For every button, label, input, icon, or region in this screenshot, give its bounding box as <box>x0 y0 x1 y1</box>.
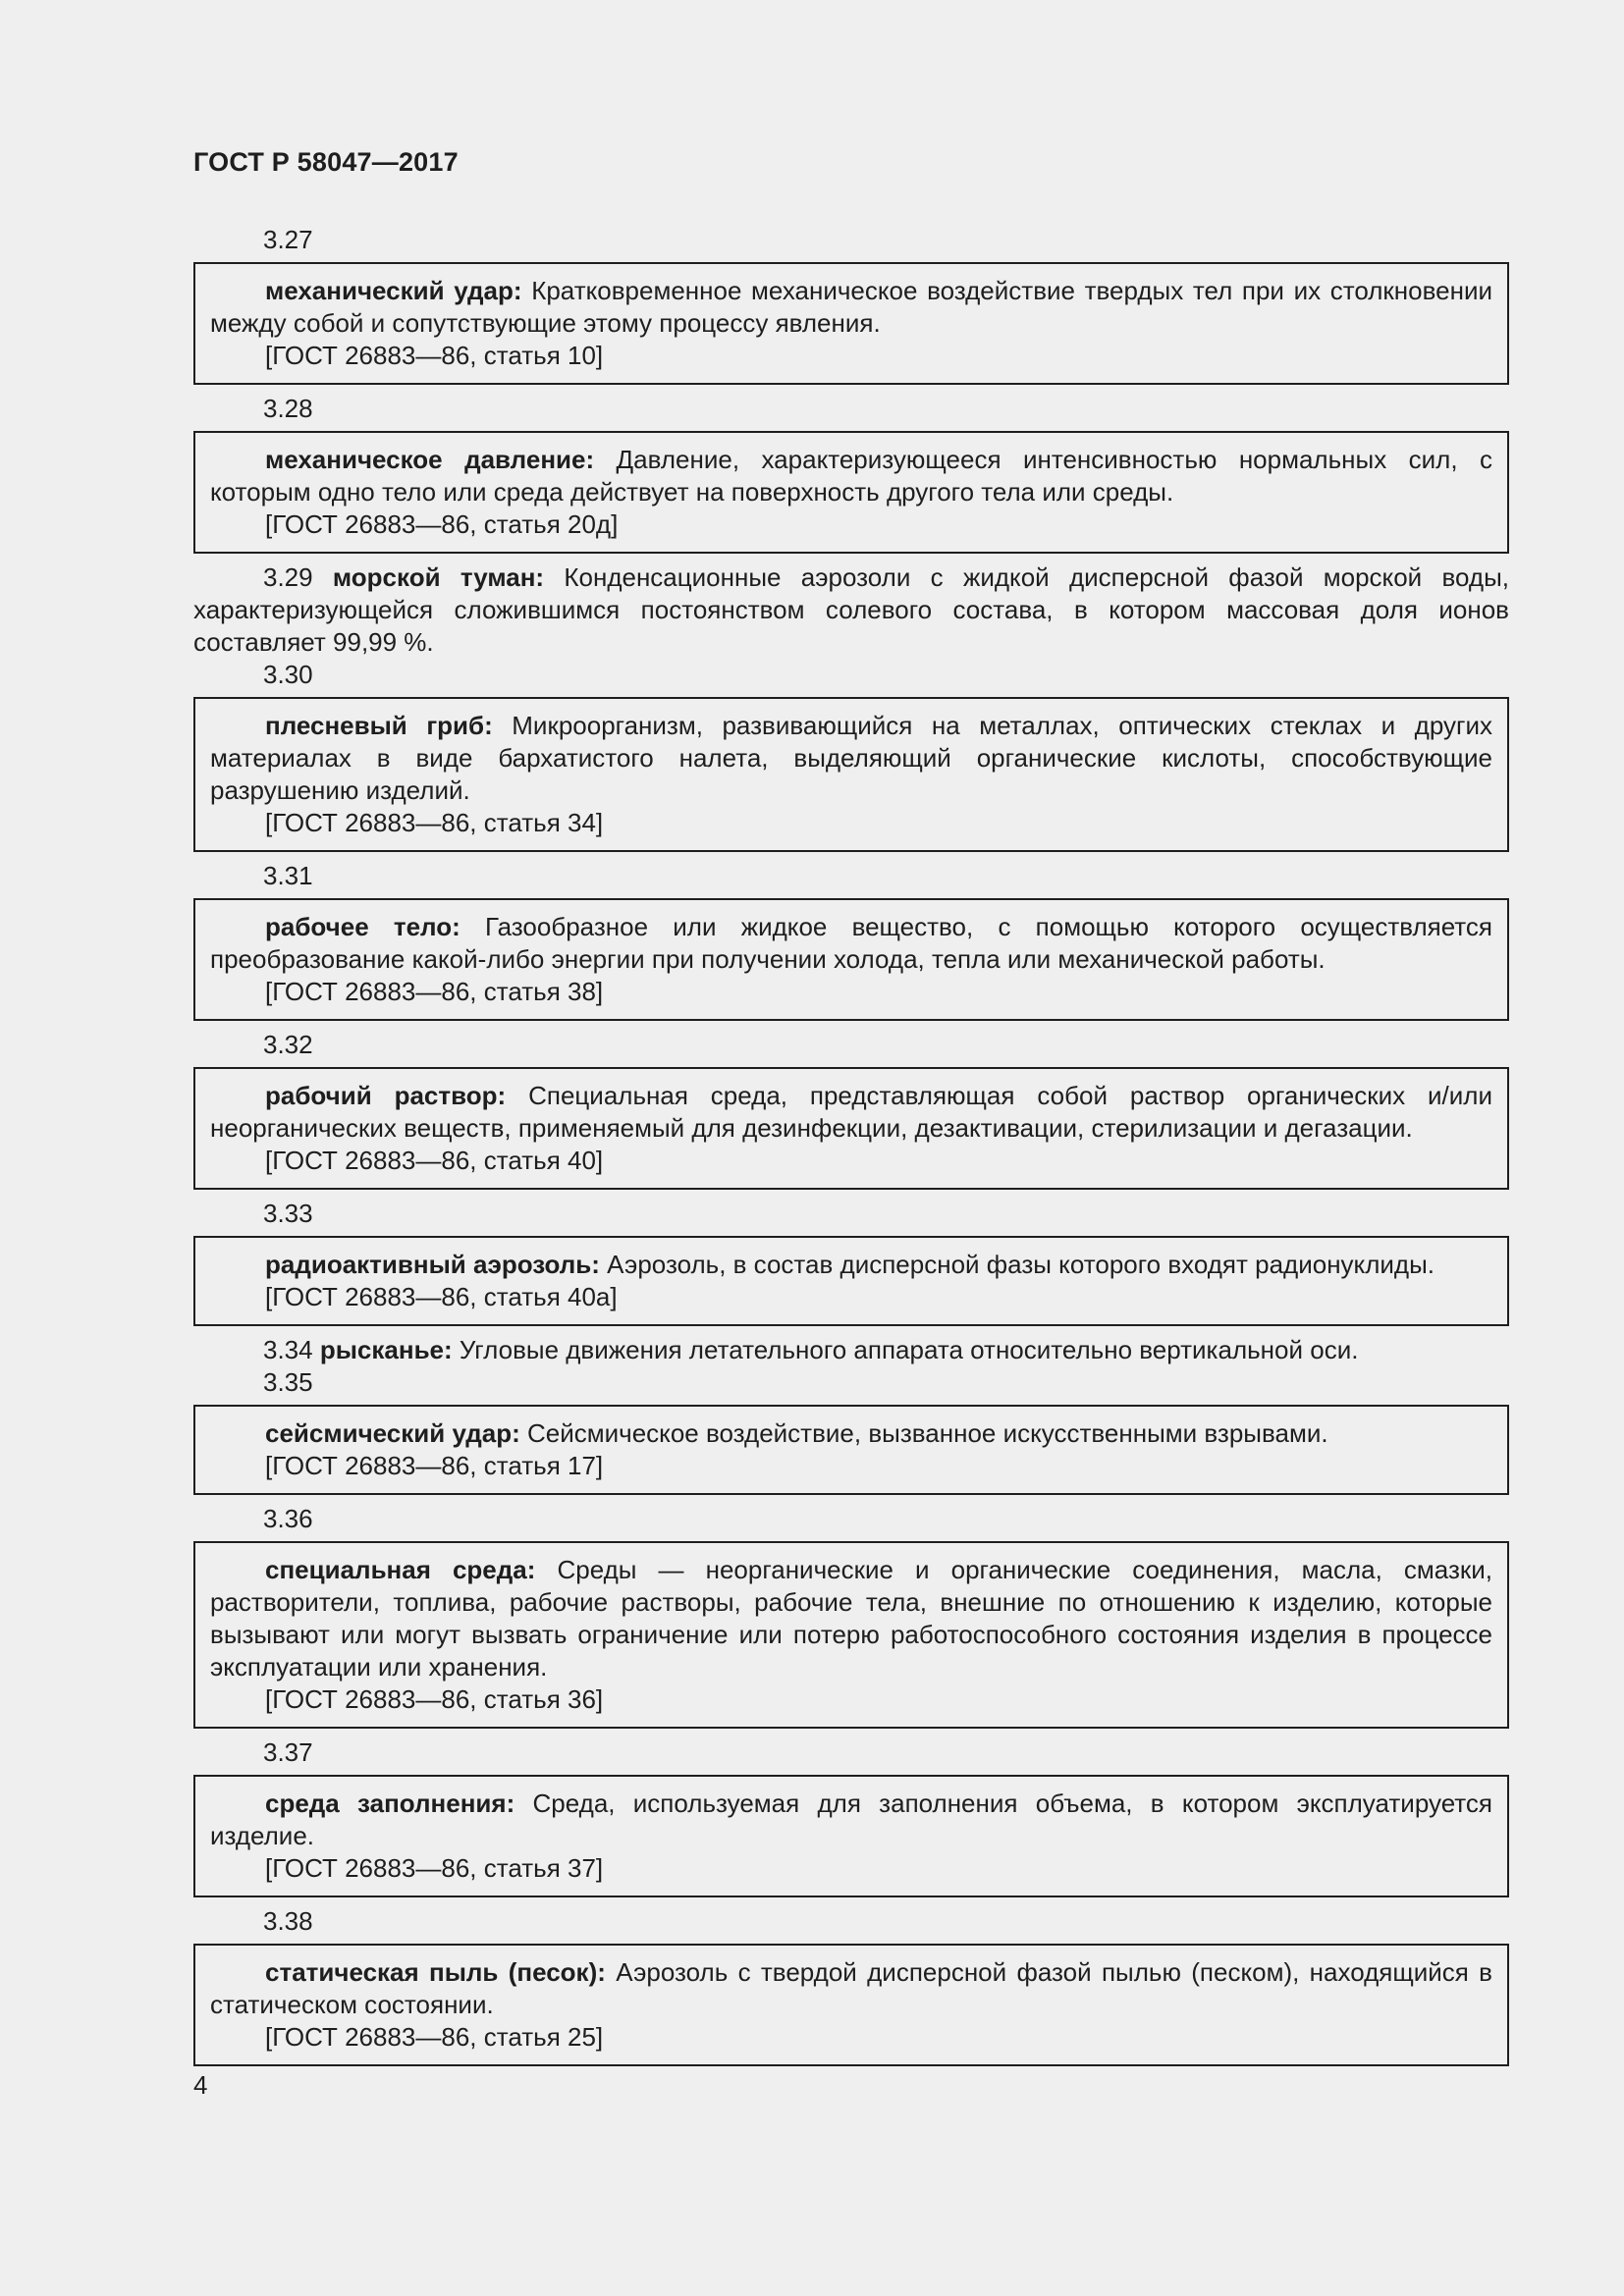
entry-number: 3.33 <box>263 1199 313 1228</box>
entry-number: 3.30 <box>263 660 313 689</box>
term-definition <box>210 1956 1492 2021</box>
term-definition <box>210 1417 1492 1450</box>
term-text: Кратковременное механическое воздействие твердых тел при их столкновении между собой и сопутствующие этому процессу явления. <box>210 276 1492 338</box>
term-definition <box>210 1554 1492 1683</box>
document-header: ГОСТ Р 58047—2017 <box>193 147 459 177</box>
term-name: радиоактивный аэрозоль: <box>265 1250 600 1279</box>
term-definition <box>210 1080 1492 1145</box>
entry-number: 3.34 <box>263 1335 313 1364</box>
entry-number: 3.27 <box>263 225 313 254</box>
term-reference: [ГОСТ 26883—86, статья 34] <box>265 808 604 837</box>
term-definition <box>210 911 1492 976</box>
term-reference: [ГОСТ 26883—86, статья 36] <box>265 1684 604 1714</box>
term-box <box>193 431 1509 554</box>
entry-number: 3.29 <box>263 562 313 592</box>
term-definition-inline <box>193 561 1509 659</box>
entry-number: 3.31 <box>263 861 313 890</box>
term-name: морской туман: <box>332 562 545 592</box>
term-definition <box>210 1249 1492 1281</box>
term-reference: [ГОСТ 26883—86, статья 17] <box>265 1451 604 1480</box>
term-name: рабочий раствор: <box>265 1081 507 1110</box>
term-reference: [ГОСТ 26883—86, статья 40] <box>265 1146 604 1175</box>
entry-number: 3.28 <box>263 394 313 423</box>
term-reference: [ГОСТ 26883—86, статья 25] <box>265 2022 604 2052</box>
term-box <box>193 898 1509 1021</box>
entry-number: 3.36 <box>263 1504 313 1533</box>
term-text: Сейсмическое воздействие, вызванное искусственными взрывами. <box>519 1418 1328 1448</box>
term-name: рабочее тело: <box>265 912 460 941</box>
term-text: Угловые движения летательного аппарата относительно вертикальной оси. <box>452 1335 1359 1364</box>
term-box <box>193 697 1509 852</box>
entry-number: 3.35 <box>263 1367 313 1397</box>
term-box <box>193 1541 1509 1729</box>
term-text: Аэрозоль с твердой дисперсной фазой пылью (песком), находящийся в статическом состоянии. <box>210 1957 1492 2019</box>
term-name: механическое давление: <box>265 445 595 474</box>
term-reference: [ГОСТ 26883—86, статья 38] <box>265 977 604 1006</box>
term-name: механический удар: <box>265 276 522 305</box>
term-text: Микроорганизм, развивающийся на металлах, оптических стеклах и других материалах в виде бархатистого налета, выделяющий органические кислоты, способствующие разрушению изделий. <box>210 711 1492 805</box>
term-text: Давление, характеризующееся интенсивностью нормальных сил, с которым одно тело или среда действует на поверхность другого тела или среды. <box>210 445 1492 507</box>
term-box <box>193 1067 1509 1190</box>
entry-number: 3.37 <box>263 1737 313 1767</box>
term-definition <box>210 1788 1492 1852</box>
term-name: рысканье: <box>319 1335 453 1364</box>
term-box <box>193 1944 1509 2066</box>
term-reference: [ГОСТ 26883—86, статья 37] <box>265 1853 604 1883</box>
term-text: Среда, используемая для заполнения объема, в котором эксплуатируется изделие. <box>210 1789 1492 1850</box>
term-text: Среды — неорганические и органические соединения, масла, смазки, растворители, топлива, рабочие растворы, рабочие тела, внешние по отношению к изделию, которые вызывают или могут вызвать ограничение или потерю работоспособного состояния изделия в процессе эксплуатации или хранения. <box>210 1555 1492 1682</box>
term-name: статическая пыль (песок): <box>265 1957 606 1987</box>
term-definition-inline <box>193 1334 1509 1366</box>
term-name: сейсмический удар: <box>265 1418 520 1448</box>
term-text: Газообразное или жидкое вещество, с помощью которого осуществляется преобразование какой-либо энергии при получении холода, тепла или механической работы. <box>210 912 1493 974</box>
term-text: Специальная среда, представляющая собой раствор органических и/или неорганических веществ, применяемый для дезинфекции, дезактивации, стерилизации и дегазации. <box>210 1081 1492 1143</box>
term-reference: [ГОСТ 26883—86, статья 20д] <box>265 509 619 539</box>
term-name: среда заполнения: <box>265 1789 515 1818</box>
term-name: плесневый гриб: <box>265 711 493 740</box>
term-name: специальная среда: <box>265 1555 536 1584</box>
term-definition <box>210 275 1492 340</box>
term-box <box>193 1236 1509 1326</box>
term-definition <box>210 444 1492 508</box>
terms-list <box>193 224 1509 2074</box>
term-box <box>193 1775 1509 1897</box>
term-text: Аэрозоль, в состав дисперсной фазы которого входят радионуклиды. <box>599 1250 1435 1279</box>
term-reference: [ГОСТ 26883—86, статья 10] <box>265 341 604 370</box>
term-text: Конденсационные аэрозоли с жидкой дисперсной фазой морской воды, характеризующейся сложившимся постоянством солевого состава, в котором массовая доля ионов составляет 99,99 %. <box>193 562 1509 657</box>
term-definition <box>210 710 1492 807</box>
term-box <box>193 1405 1509 1495</box>
entry-number: 3.38 <box>263 1906 313 1936</box>
entry-number: 3.32 <box>263 1030 313 1059</box>
page-number: 4 <box>193 2070 208 2100</box>
term-reference: [ГОСТ 26883—86, статья 40а] <box>265 1282 618 1311</box>
term-box <box>193 262 1509 385</box>
